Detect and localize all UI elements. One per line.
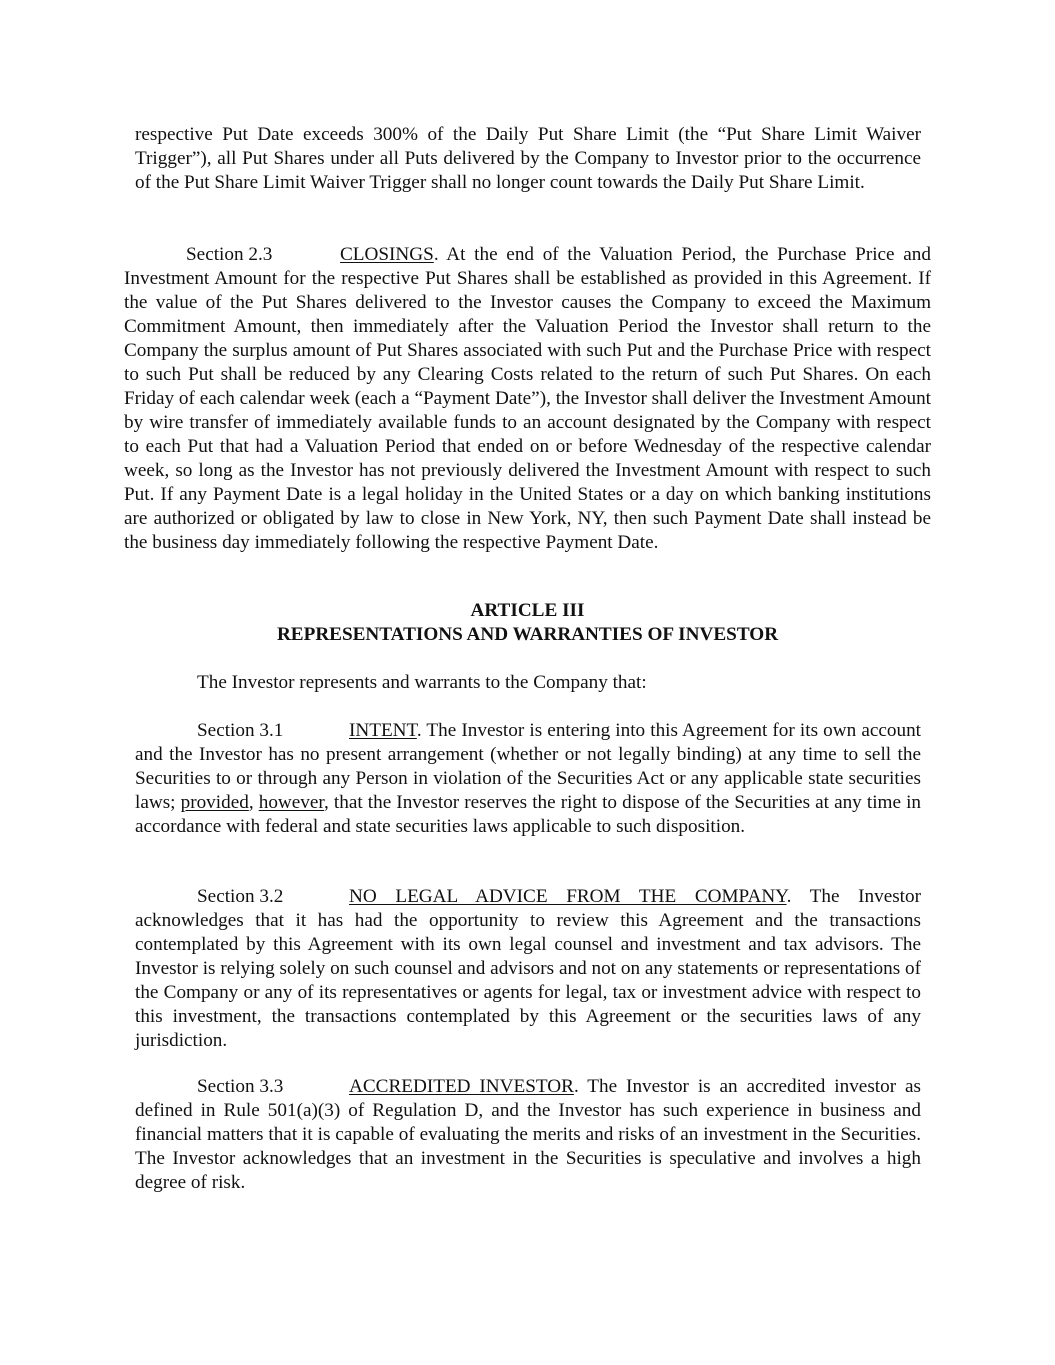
section-body: . The Investor is entering into this Agreement for its own account and the Investor has no present arrangement (whether or not legally binding) at any time to sell the Securities to or through any Person in violation of the Securities Act or any applicable state securities laws; bbox=[135, 720, 921, 813]
section-body: . The Investor acknowledges that it has had the opportunity to review this Agreement and the transactions contemplated by this Agreement with its own legal counsel and investment and tax advisors. The Investor is relying solely on such counsel and advisors and not on any statements or representations of the Company or any of its representatives or agents for legal, tax or investment advice with respect to this investment, the transactions contemplated by this Agreement or the securities laws of any jurisdiction. bbox=[135, 886, 921, 1051]
section-body: . The Investor is an accredited investor as defined in Rule 501(a)(3) of Regulation D, and the Investor has such experience in business and financial matters that it is capable of evaluating the merits and risks of an investment in the Securities. The Investor acknowledges that an investment in the Securities is speculative and involves a high degree of risk. bbox=[135, 1076, 921, 1193]
section-title: ACCREDITED INVESTOR bbox=[349, 1076, 574, 1097]
provided-term: provided bbox=[180, 792, 249, 813]
section-title: CLOSINGS bbox=[340, 244, 434, 265]
section-2-3 bbox=[124, 243, 931, 555]
article-title: REPRESENTATIONS AND WARRANTIES OF INVESTOR bbox=[276, 624, 779, 645]
section-3-3 bbox=[135, 1075, 921, 1195]
lead-in-text: The Investor represents and warrants to the Company that: bbox=[197, 672, 647, 693]
continued-paragraph: respective Put Date exceeds 300% of the Daily Put Share Limit (the “Put Share Limit Waiver Trigger”), all Put Shares under all Puts delivered by the Company to Investor prior to the occurrence of the Put Share Limit Waiver Trigger shall no longer count towards the Daily Put Share Limit. bbox=[135, 124, 921, 193]
section-title: INTENT bbox=[349, 720, 417, 741]
section-number: Section 3.3 bbox=[197, 1076, 284, 1097]
section-number: Section 3.2 bbox=[197, 886, 284, 907]
section-number: Section 3.1 bbox=[197, 720, 284, 741]
article-number: ARTICLE III bbox=[470, 600, 585, 621]
section-3-1 bbox=[135, 719, 921, 839]
comma-separator: , bbox=[248, 792, 259, 813]
section-body: . At the end of the Valuation Period, the Purchase Price and Investment Amount for the respective Put Shares shall be established as provided in this Agreement. If the value of the Put Shares delivered to the Investor causes the Company to exceed the Maximum Commitment Amount, then immediately after the Valuation Period the Investor shall return to the Company the surplus amount of Put Shares associated with such Put and the Purchase Price with respect to such Put shall be reduced by any Clearing Costs related to the return of such Put Shares. On each Friday of each calendar week (each a “Payment Date”), the Investor shall deliver the Investment Amount by wire transfer of immediately available funds to an account designated by the Company with respect to each Put that had a Valuation Period that ended on or before Wednesday of the respective calendar week, so long as the Investor has not previously delivered the Investment Amount with respect to such Put. If any Payment Date is a legal holiday in the United States or a day on which banking institutions are authorized or obligated by law to close in New York, NY, then such Payment Date shall instead be the business day immediately following the respective Payment Date. bbox=[124, 244, 931, 553]
section-3-2 bbox=[135, 885, 921, 1053]
section-title: NO LEGAL ADVICE FROM THE COMPANY bbox=[349, 886, 787, 907]
section-number: Section 2.3 bbox=[186, 244, 273, 265]
however-term: however bbox=[258, 792, 325, 813]
section-body-continued: , that the Investor reserves the right to dispose of the Securities at any time in accordance with federal and state securities laws applicable to such disposition. bbox=[135, 792, 921, 837]
